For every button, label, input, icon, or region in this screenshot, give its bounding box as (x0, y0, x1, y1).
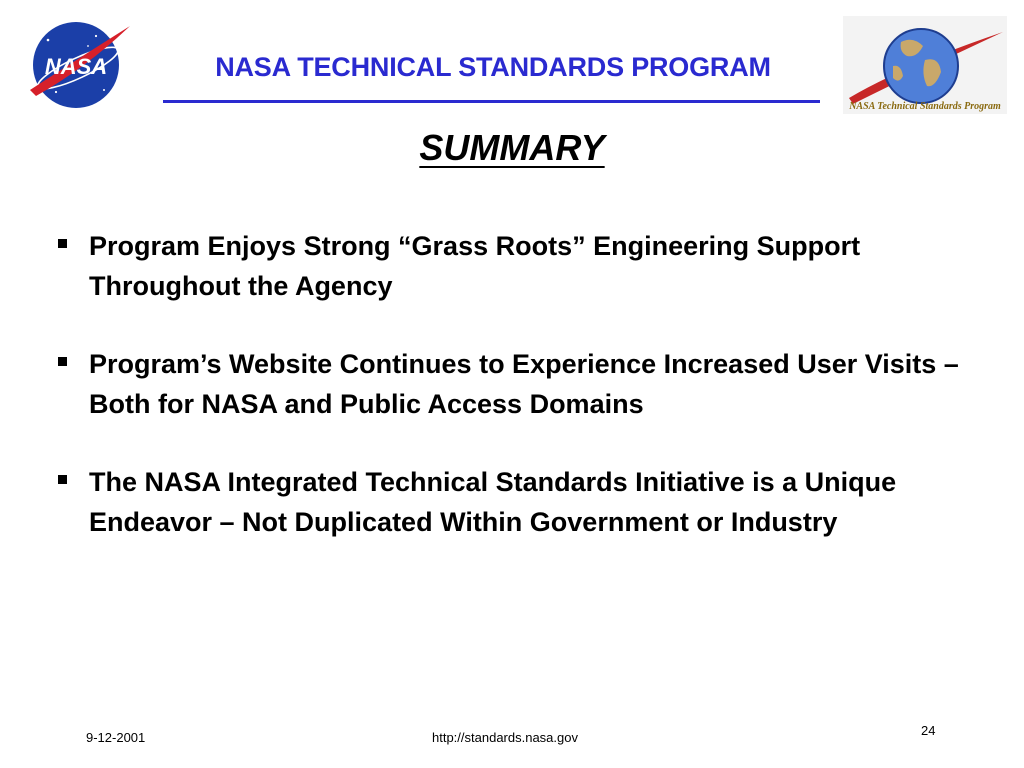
footer-date: 9-12-2001 (86, 730, 146, 745)
bullet-text: Program’s Website Continues to Experience Increased User Visits – Both for NASA and Public Access Domains (89, 349, 959, 419)
standards-program-logo (843, 16, 1007, 114)
square-bullet-icon (58, 475, 67, 484)
nasa-logo-text: NASA (44, 54, 108, 79)
summary-bullet-list (58, 226, 988, 580)
bullet-item (58, 344, 988, 424)
standards-logo-text: NASA Technical Standards Program (849, 101, 1001, 112)
bullet-text: The NASA Integrated Technical Standards Initiative is a Unique Endeavor – Not Duplicated Within Government or Industry (89, 467, 897, 537)
program-title: NASA TECHNICAL STANDARDS PROGRAM (215, 52, 771, 82)
bullet-item (58, 462, 988, 542)
bullet-text: Program Enjoys Strong “Grass Roots” Engineering Support Throughout the Agency (89, 231, 861, 301)
slide-heading (0, 127, 1024, 169)
title-divider (163, 100, 820, 103)
page-number: 24 (921, 723, 936, 738)
square-bullet-icon (58, 239, 67, 248)
footer-url[interactable]: http://standards.nasa.gov (432, 730, 578, 745)
square-bullet-icon (58, 357, 67, 366)
bullet-item (58, 226, 988, 306)
slide-heading-text: SUMMARY (419, 127, 605, 168)
nasa-logo (26, 20, 132, 110)
